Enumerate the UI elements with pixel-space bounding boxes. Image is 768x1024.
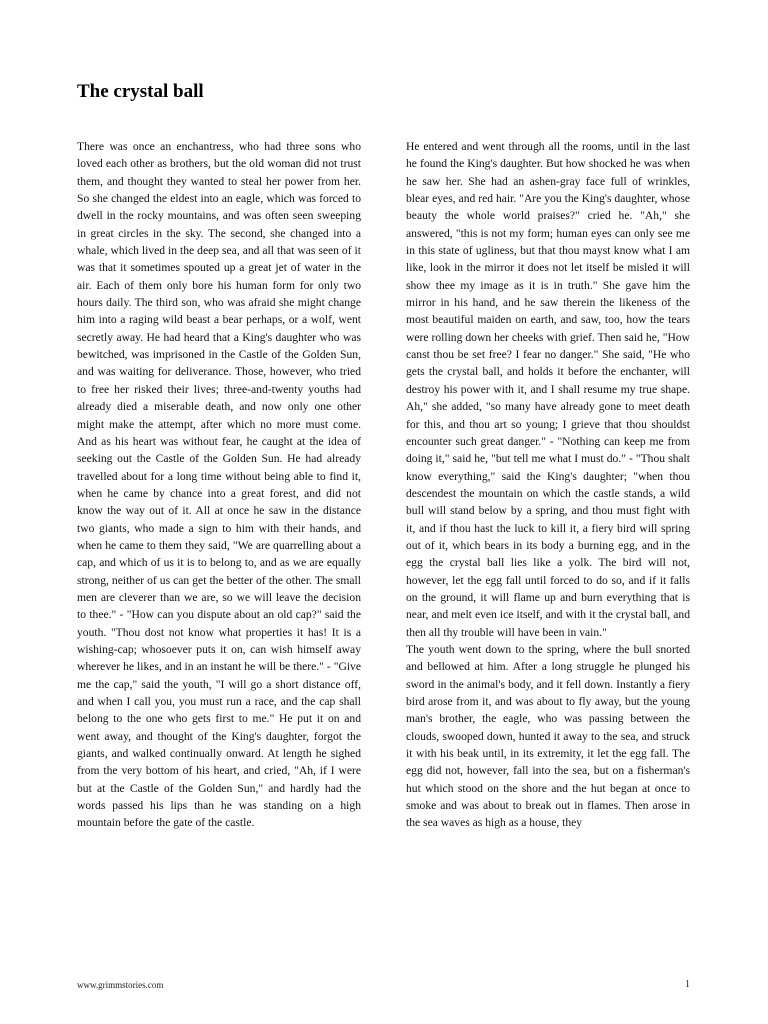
text-column-right xyxy=(406,138,690,832)
page-number: 1 xyxy=(685,979,690,990)
paragraph: There was once an enchantress, who had three sons who loved each other as brothers, but the old woman did not trust them, and thought they wanted to steal her power from her. So she changed the eldest into an eagle, which was forced to dwell in the rocky mountains, and was often seen sweeping in great circles in the sky. The second, she changed into a whale, which lived in the deep sea, and all that was seen of it was that it sometimes spouted up a great jet of water in the air. Each of them only bore his human form for only two hours daily. The third son, who was afraid she might change him into a raging wild beast a bear perhaps, or a wolf, went secretly away. He had heard that a King's daughter who was bewitched, was imprisoned in the Castle of the Golden Sun, and was waiting for deliverance. Those, however, who tried to free her risked their lives; three-and-twenty youths had already died a miserable death, and now only one other might make the attempt, after which no more must come. And as his heart was without fear, he caught at the idea of seeking out the Castle of the Golden Sun. He had already travelled about for a long time without being able to find it, when he came by chance into a great forest, and did not know the way out of it. All at once he saw in the distance two giants, who made a sign to him with their hands, and when he came to them they said, "We are quarrelling about a cap, and which of us it is to belong to, and as we are equally strong, neither of us can get the better of the other. The small men are cleverer than we are, so we will leave the decision to thee." - "How can you dispute about an old cap?" said the youth. "Thou dost not know what properties it has! It is a wishing-cap; whosoever puts it on, can wish himself away wherever he likes, and in an instant he will be there." - "Give me the cap," said the youth, "I will go a short distance off, and when I call you, you must run a race, and the cap shall belong to the one who gets first to me." He put it on and went away, and thought of the King's daughter, forgot the giants, and walked continually onward. At length he sighed from the very bottom of his heart, and cried, "Ah, if I were but at the Castle of the Golden Sun," and hardly had the words passed his lips than he was standing on a high mountain before the gate of the castle. xyxy=(77,140,361,830)
footer-website: www.grimmstories.com xyxy=(77,980,164,990)
page-title: The crystal ball xyxy=(77,81,204,102)
text-column-left xyxy=(77,138,361,832)
paragraph: He entered and went through all the rooms, until in the last he found the King's daughter. But how shocked he was when he saw her. She had an ashen-gray face full of wrinkles, blear eyes, and red hair. "Are you the King's daughter, whose beauty the whole world praises?" cried he. "Ah," she answered, "this is not my form; human eyes can only see me in this state of ugliness, but that thou mayst know what I am like, look in the mirror it does not let itself be misled it will show thee my image as it is in truth." She gave him the mirror in his hand, and he saw therein the likeness of the most beautiful maiden on earth, and saw, too, how the tears were rolling down her cheeks with grief. Then said he, "How canst thou be set free? I fear no danger." She said, "He who gets the crystal ball, and holds it before the enchanter, will destroy his power with it, and I shall resume my true shape. Ah," she added, "so many have already gone to meet death for this, and thou art so young; I grieve that thou shouldst encounter such great danger." - "Nothing can keep me from doing it," said he, "but tell me what I must do." - "Thou shalt know everything," said the King's daughter; "when thou descendest the mountain on which the castle stands, a wild bull will stand below by a spring, and thou must fight with it, and if thou hast the luck to kill it, a fiery bird will spring out of it, which bears in its body a burning egg, and in the egg the crystal ball lies like a yolk. The bird will not, however, let the egg fall until forced to do so, and if it falls on the ground, it will flame up and burn everything that is near, and melt even ice itself, and with it the crystal ball, and then all thy trouble will have been in vain." xyxy=(406,140,690,639)
paragraph: The youth went down to the spring, where the bull snorted and bellowed at him. After a long struggle he plunged his sword in the animal's body, and it fell down. Instantly a fiery bird arose from it, and was about to fly away, but the young man's brother, the eagle, who was passing between the clouds, swooped down, hunted it away to the sea, and struck it with his beak until, in its extremity, it let the egg fall. The egg did not, however, fall into the sea, but on a fisherman's hut which stood on the shore and the hut began at once to smoke and was about to break out in flames. Then arose in the sea waves as high as a house, they xyxy=(406,642,690,830)
